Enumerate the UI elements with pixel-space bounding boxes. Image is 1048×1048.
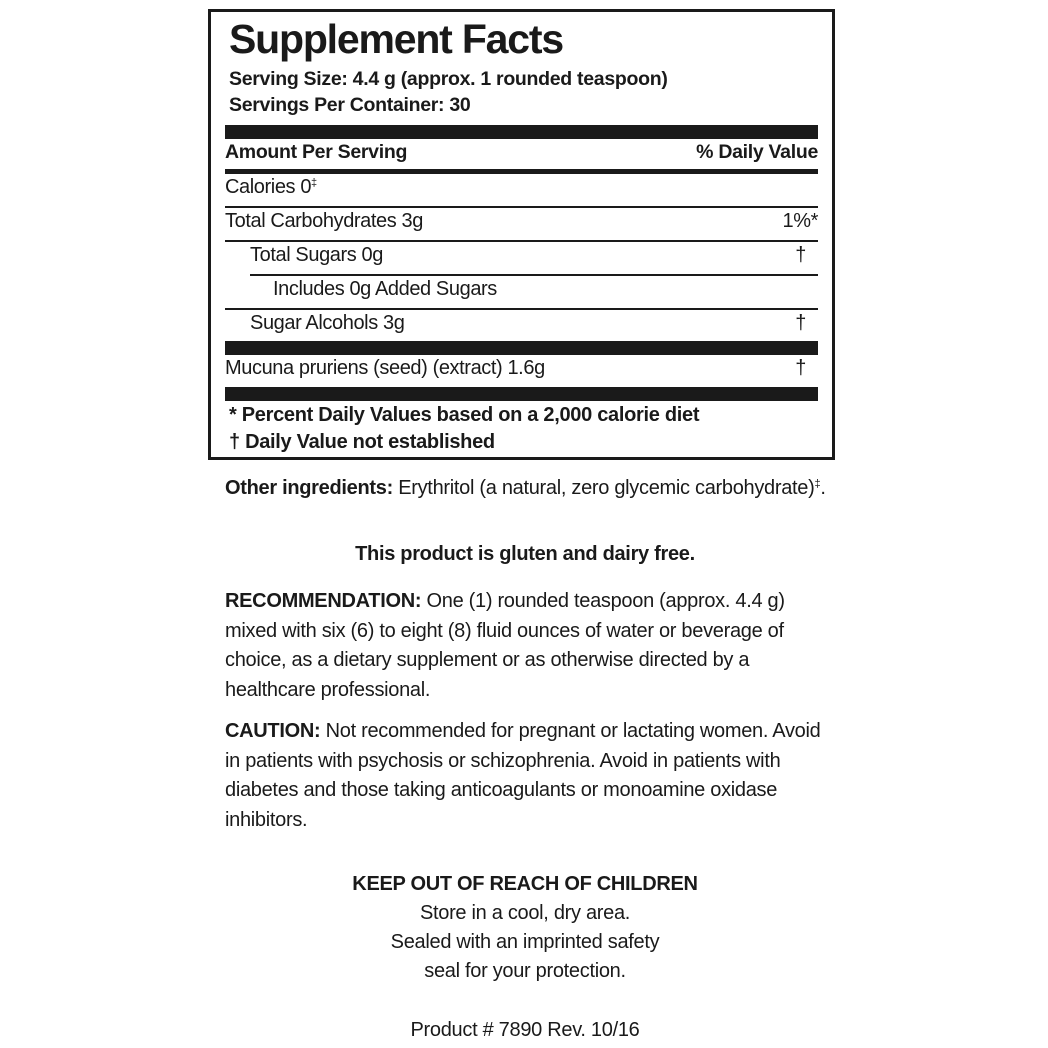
row-sugar-alcohols-label: Sugar Alcohols 3g [250, 312, 405, 334]
amount-per-serving-header: Amount Per Serving [225, 141, 408, 163]
other-ingredients [225, 470, 835, 504]
row-divider [225, 206, 818, 208]
row-mucuna-pruriens-label: Mucuna pruriens (seed) (extract) 1.6g [225, 357, 545, 379]
other-ingredients-text: Erythritol (a natural, zero glycemic carbohydrate) [392, 477, 815, 499]
footnote-percent-daily-values: * Percent Daily Values based on a 2,000 calorie diet [229, 404, 700, 426]
product-code: Product # 7890 Rev. 10/16 [410, 1019, 640, 1041]
row-divider [225, 240, 818, 242]
row-added-sugars-label: Includes 0g Added Sugars [273, 278, 497, 300]
thick-divider-middle [225, 341, 818, 355]
supplement-facts-panel [208, 9, 835, 460]
row-mucuna-pruriens-dv: † [795, 357, 806, 379]
double-dagger-mark: ‡ [311, 177, 317, 189]
row-total-carbohydrates-label: Total Carbohydrates 3g [225, 210, 423, 232]
row-divider [225, 308, 818, 310]
recommendation-label: RECOMMENDATION: [225, 590, 422, 612]
caution-text: Not recommended for pregnant or lactating women. Avoid in patients with psychosis or schizophrenia. Avoid in patients with diabetes and those taking anticoagulants or monoamine oxidase inhibitors. [225, 720, 821, 831]
caution [225, 717, 835, 835]
storage-line-3: seal for your protection. [424, 960, 626, 982]
gluten-dairy-free-statement: This product is gluten and dairy free. [355, 543, 695, 565]
other-ingredients-end: . [820, 477, 826, 499]
storage-line-1: Store in a cool, dry area. [419, 902, 631, 924]
facts-title: Supplement Facts [229, 16, 563, 62]
footnote-daily-value-not-established: † Daily Value not established [229, 431, 495, 453]
double-dagger-mark: ‡ [814, 478, 821, 490]
thick-divider-bottom [225, 387, 818, 401]
storage-line-2: Sealed with an imprinted safety [390, 931, 660, 953]
row-total-sugars-dv: † [795, 244, 806, 266]
row-divider [250, 274, 818, 276]
recommendation [225, 587, 835, 705]
other-ingredients-label: Other ingredients: [225, 477, 393, 499]
row-calories [225, 176, 317, 199]
caution-label: CAUTION: [225, 720, 321, 742]
row-calories-label: Calories 0 [225, 176, 312, 198]
thick-divider-top [225, 125, 818, 139]
serving-size: Serving Size: 4.4 g (approx. 1 rounded teaspoon) [229, 68, 668, 90]
row-total-carbohydrates-dv: 1%* [782, 210, 818, 232]
recommendation-text: One (1) rounded teaspoon (approx. 4.4 g) mixed with six (6) to eight (8) fluid ounces of water or beverage of choice, as a dietary supplement or as otherwise directed by a healthcare professional. [225, 590, 785, 701]
row-sugar-alcohols-dv: † [795, 312, 806, 334]
servings-per-container: Servings Per Container: 30 [229, 94, 471, 116]
row-total-sugars-label: Total Sugars 0g [250, 244, 383, 266]
daily-value-header: % Daily Value [696, 141, 818, 163]
keep-out-of-reach-heading: KEEP OUT OF REACH OF CHILDREN [352, 873, 698, 895]
medium-divider [225, 169, 818, 174]
